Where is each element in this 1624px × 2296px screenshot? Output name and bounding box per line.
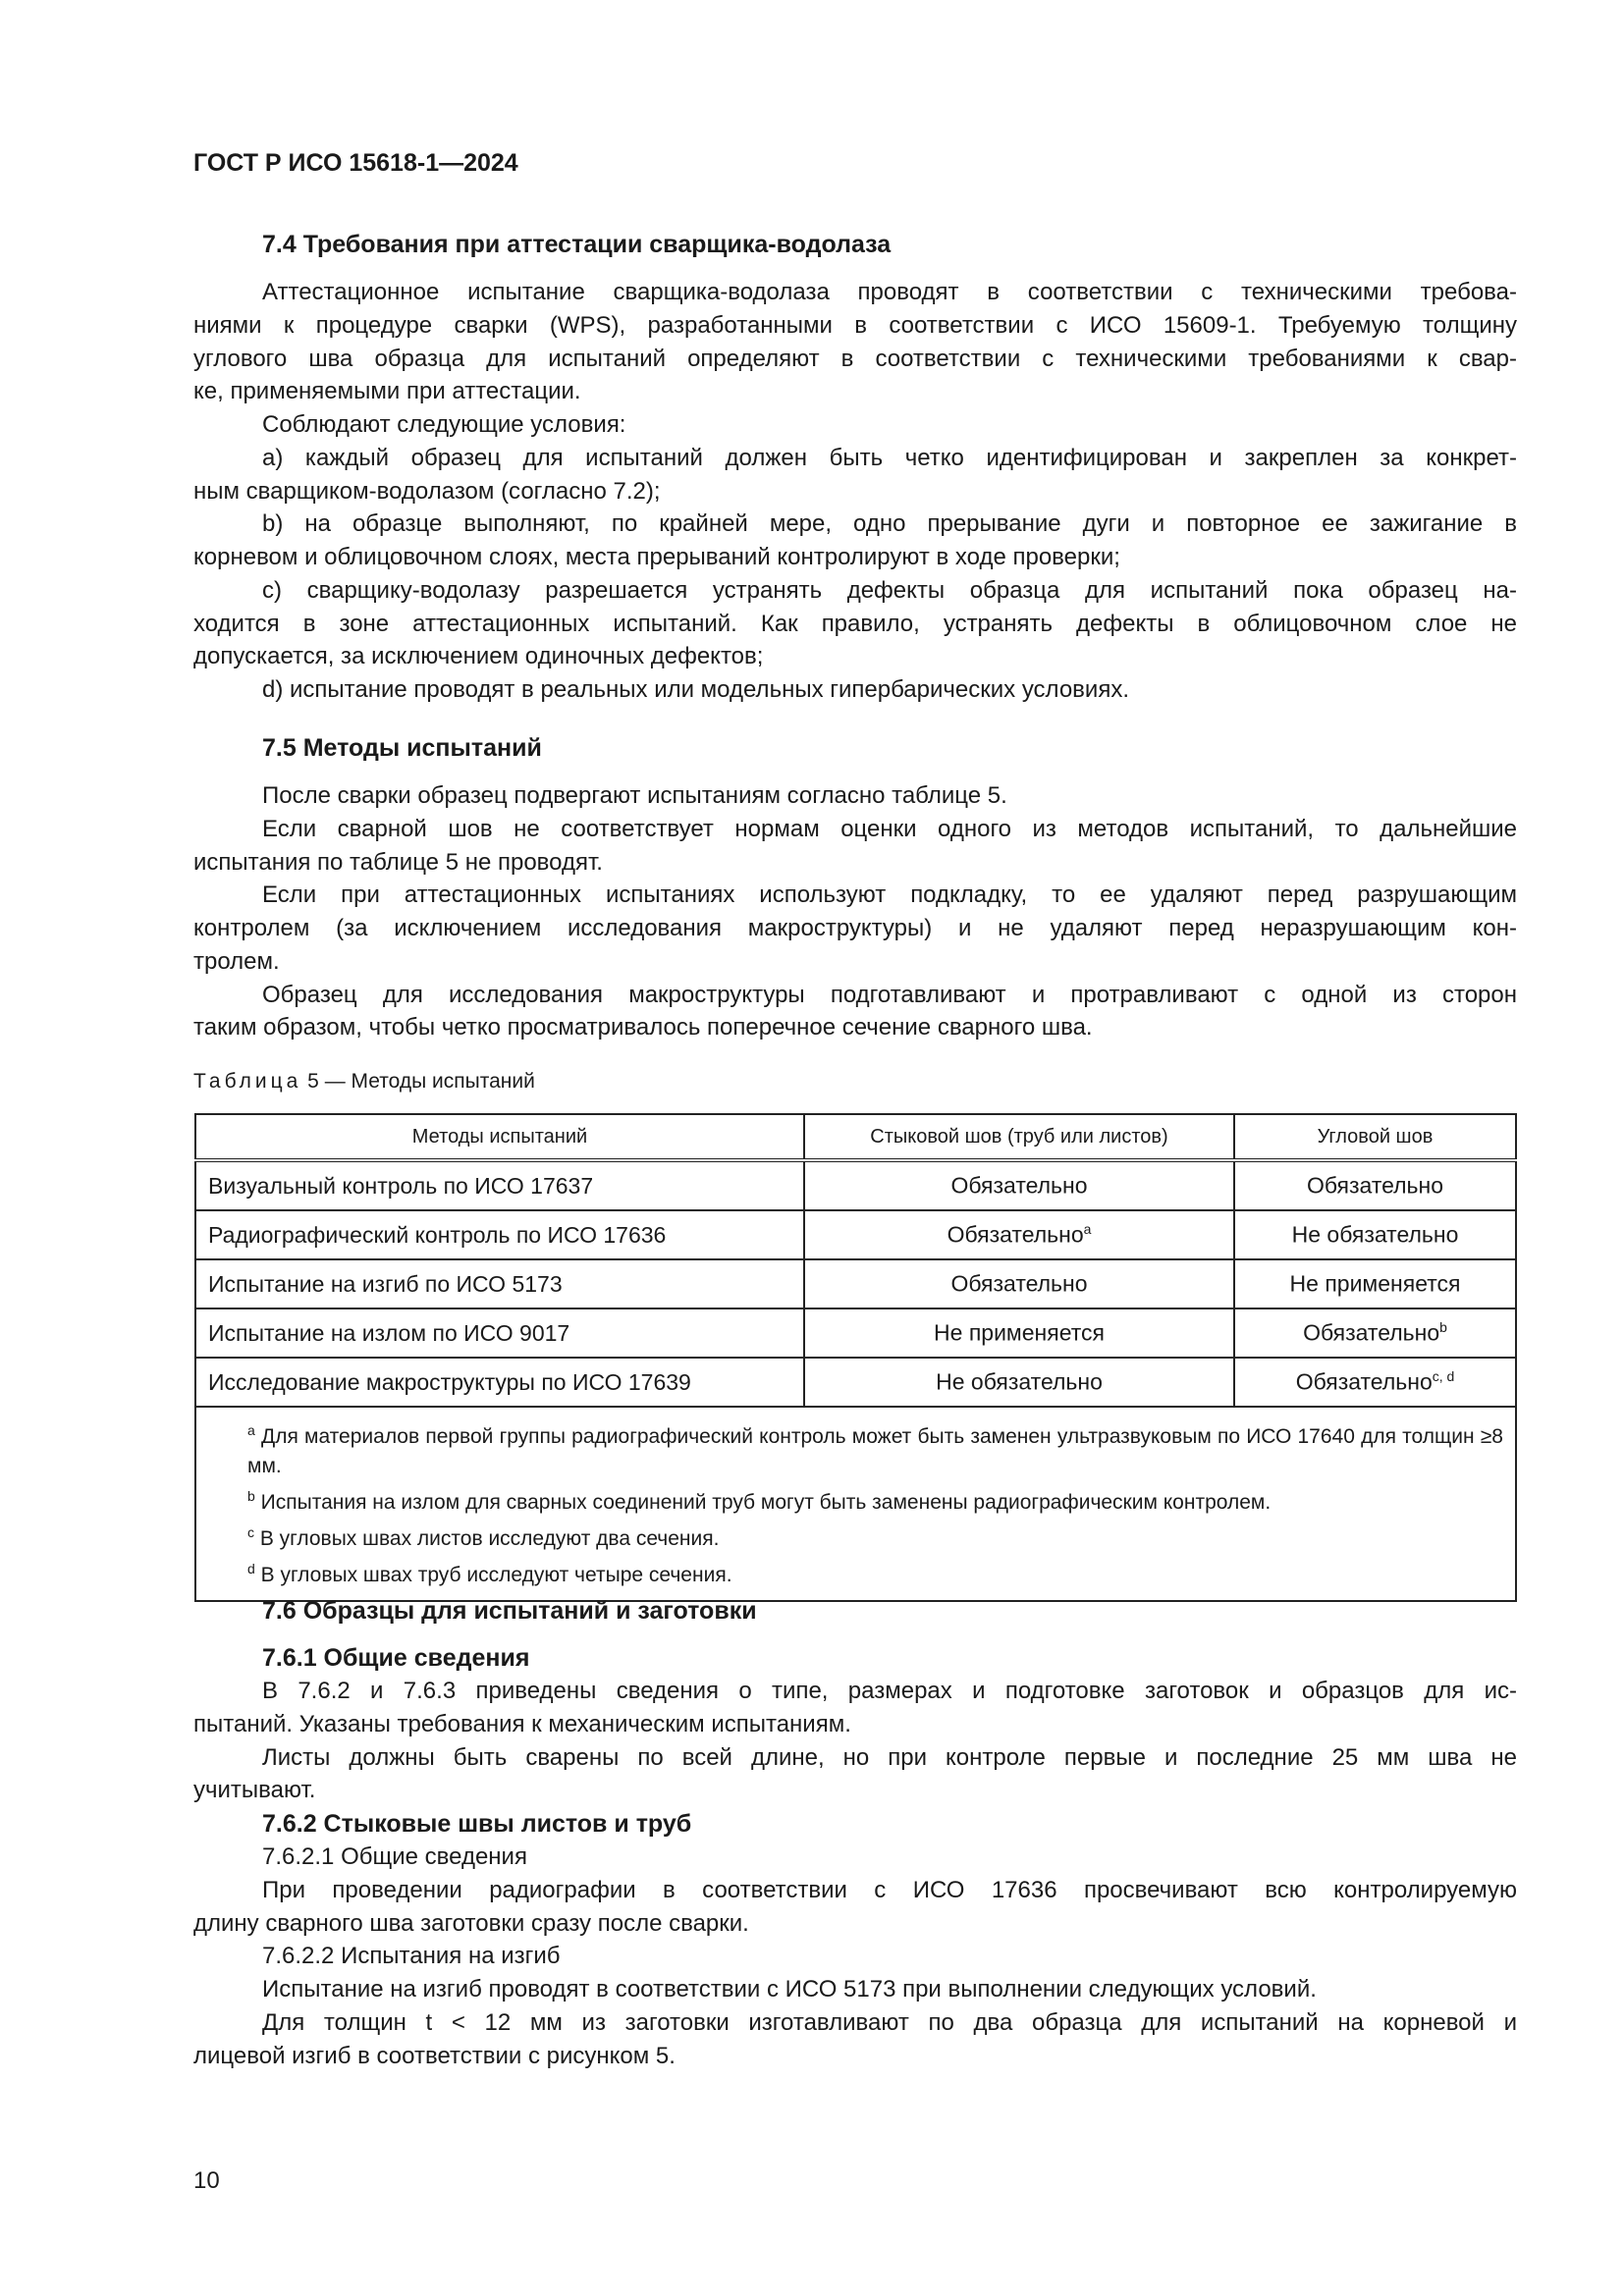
fillet-weld-value: Обязательно <box>1295 1368 1433 1395</box>
text-line: лицевой изгиб в соответствии с рисунком 5. <box>193 2042 676 2069</box>
fillet-weld-value: Не обязательно <box>1291 1221 1459 1248</box>
butt-weld-value: Обязательно <box>947 1221 1084 1248</box>
text-line: Испытание на изгиб проводят в соответствии с ИСО 5173 при выполнении следующих условий. <box>262 1976 1317 2002</box>
section-7-6-2-heading: 7.6.2 Стыковые швы листов и труб <box>262 1810 692 1838</box>
table-row <box>195 1358 1516 1407</box>
section-7-5-heading: 7.5 Методы испытаний <box>262 734 542 762</box>
butt-weld-value: Обязательно <box>950 1172 1088 1199</box>
footnote <box>208 1554 1503 1590</box>
paragraph <box>193 879 1517 978</box>
header-butt-weld: Стыковой шов (труб или листов) <box>804 1114 1234 1160</box>
table-header-row <box>195 1114 1516 1160</box>
footnote <box>208 1481 1503 1518</box>
section-7-4-heading: 7.4 Требования при аттестации сварщика-водолаза <box>262 231 892 258</box>
paragraph <box>193 1874 1517 1941</box>
text-line: ниями к процедуре сварки (WPS), разработанными в соответствии с ИСО 15609-1. Требуемую толщину <box>193 311 1517 339</box>
text-line: учитывают. <box>193 1777 316 1804</box>
butt-weld-cell <box>804 1210 1234 1259</box>
paragraph <box>193 2006 1517 2073</box>
text-line: d) испытание проводят в реальных или модельных гипербарических условиях. <box>262 676 1129 703</box>
paragraph <box>193 1841 1517 1874</box>
section-7-6-1-heading: 7.6.1 Общие сведения <box>262 1644 530 1672</box>
paragraph <box>193 574 1517 673</box>
footnote-mark: a <box>247 1422 255 1438</box>
section-7-4-body <box>193 276 1517 707</box>
text-line: ным сварщиком-водолазом (согласно 7.2); <box>193 477 661 505</box>
method-cell: Исследование макроструктуры по ИСО 17639 <box>195 1358 804 1407</box>
table-footnotes <box>195 1407 1516 1601</box>
text-line: тролем. <box>193 947 280 975</box>
paragraph <box>193 442 1517 508</box>
text-line: Листы должны быть сварены по всей длине, но при контроле первые и последние 25 мм шва не <box>262 1743 1517 1771</box>
header-fillet-weld: Угловой шов <box>1234 1114 1516 1160</box>
paragraph <box>193 1741 1517 1808</box>
text-line: После сварки образец подвергают испытаниям согласно таблице 5. <box>262 782 1007 809</box>
section-7-6-2-body <box>193 1841 1517 2072</box>
text-line: При проведении радиографии в соответствии с ИСО 17636 просвечивают всю контролируемую <box>262 1876 1517 1903</box>
text-line: длину сварного шва заготовки сразу после сварки. <box>193 1909 749 1937</box>
table-row <box>195 1210 1516 1259</box>
fillet-weld-value: Обязательно <box>1303 1319 1440 1346</box>
butt-weld-cell <box>804 1160 1234 1210</box>
footnote-text: В угловых швах листов исследуют два сечения. <box>254 1527 720 1550</box>
fillet-weld-cell <box>1234 1308 1516 1358</box>
butt-weld-cell <box>804 1308 1234 1358</box>
table-caption <box>193 1070 1517 1094</box>
text-line: пытаний. Указаны требования к механическим испытаниям. <box>193 1710 851 1737</box>
paragraph <box>193 813 1517 880</box>
method-cell: Испытание на изгиб по ИСО 5173 <box>195 1259 804 1308</box>
paragraph <box>193 276 1517 408</box>
text-line: c) сварщику-водолазу разрешается устранять дефекты образца для испытаний пока образец на- <box>262 576 1517 604</box>
page-number: 10 <box>193 2167 220 2194</box>
butt-weld-cell <box>804 1358 1234 1407</box>
text-line: Для толщин t < 12 мм из заготовки изготавливают по два образца для испытаний на корневой и <box>262 2008 1517 2036</box>
method-cell: Испытание на излом по ИСО 9017 <box>195 1308 804 1358</box>
fillet-weld-cell <box>1234 1160 1516 1210</box>
text-line: корневом и облицовочном слоях, места прерываний контролируют в ходе проверки; <box>193 544 1120 570</box>
footnote-mark: c <box>247 1524 254 1540</box>
document-id: ГОСТ Р ИСО 15618-1—2024 <box>193 149 518 177</box>
footnote-mark: b <box>247 1488 255 1504</box>
text-line: Если сварной шов не соответствует нормам оценки одного из методов испытаний, то дальнейшие <box>262 815 1517 842</box>
text-line: a) каждый образец для испытаний должен быть четко идентифицирован и закреплен за конкрет- <box>262 444 1517 471</box>
table-row <box>195 1160 1516 1210</box>
footnote <box>208 1415 1503 1481</box>
text-line: ке, применяемыми при аттестации. <box>193 378 581 405</box>
footnote-ref: b <box>1439 1319 1447 1336</box>
paragraph <box>193 408 1517 442</box>
text-line: ходится в зоне аттестационных испытаний. Как правило, устранять дефекты в облицовочном слое не <box>193 610 1517 637</box>
paragraph <box>193 507 1517 574</box>
text-line: Если при аттестационных испытаниях используют подкладку, то ее удаляют перед разрушающим <box>262 881 1517 909</box>
fillet-weld-cell <box>1234 1210 1516 1259</box>
text-line: 7.6.2.1 Общие сведения <box>262 1843 527 1870</box>
text-line: Соблюдают следующие условия: <box>262 411 626 438</box>
section-7-6-1-body <box>193 1675 1517 1807</box>
method-cell: Визуальный контроль по ИСО 17637 <box>195 1160 804 1210</box>
footnote-text: Для материалов первой группы радиографический контроль может быть заменен ультразвуковым по ИСО 17640 для толщин ≥8 мм. <box>247 1425 1503 1477</box>
text-line: b) на образце выполняют, по крайней мере, одно прерывание дуги и повторное ее зажигание в <box>262 510 1517 538</box>
text-line: 7.6.2.2 Испытания на изгиб <box>262 1943 561 1970</box>
text-line: допускается, за исключением одиночных дефектов; <box>193 643 764 670</box>
paragraph <box>193 1973 1517 2006</box>
table-caption-word: Таблица <box>193 1070 302 1093</box>
paragraph <box>193 1675 1517 1741</box>
paragraph <box>193 673 1517 707</box>
fillet-weld-cell <box>1234 1259 1516 1308</box>
table-caption-title: 5 — Методы испытаний <box>301 1070 535 1093</box>
text-line: В 7.6.2 и 7.6.3 приведены сведения о типе, размерах и подготовке заготовок и образцов для ис- <box>262 1678 1517 1704</box>
paragraph <box>193 779 1517 813</box>
text-line: Образец для исследования макроструктуры подготавливают и протравливают с одной из сторон <box>262 981 1517 1008</box>
footnote-text: В угловых швах труб исследуют четыре сечения. <box>254 1564 732 1586</box>
butt-weld-cell <box>804 1259 1234 1308</box>
butt-weld-value: Не применяется <box>934 1319 1105 1346</box>
paragraph <box>193 979 1517 1045</box>
section-7-6-heading: 7.6 Образцы для испытаний и заготовки <box>262 1597 757 1625</box>
footnotes-row <box>195 1407 1516 1601</box>
text-line: таким образом, чтобы четко просматривалось поперечное сечение сварного шва. <box>193 1014 1093 1041</box>
butt-weld-value: Не обязательно <box>936 1368 1103 1395</box>
footnote-ref: c, d <box>1432 1368 1455 1385</box>
fillet-weld-value: Обязательно <box>1306 1172 1444 1199</box>
header-methods: Методы испытаний <box>195 1114 804 1160</box>
text-line: испытания по таблице 5 не проводят. <box>193 848 603 876</box>
fillet-weld-cell <box>1234 1358 1516 1407</box>
paragraph <box>193 1940 1517 1973</box>
butt-weld-value: Обязательно <box>950 1270 1088 1297</box>
text-line: Аттестационное испытание сварщика-водолаза проводят в соответствии с техническими требова- <box>262 279 1517 305</box>
test-methods-table <box>194 1113 1517 1602</box>
footnote-mark: d <box>247 1561 255 1576</box>
text-line: контролем (за исключением исследования макроструктуры) и не удаляют перед неразрушающим кон- <box>193 915 1517 941</box>
table-row <box>195 1308 1516 1358</box>
section-7-5-body <box>193 779 1517 1044</box>
footnote-ref: a <box>1083 1221 1092 1238</box>
footnote <box>208 1518 1503 1554</box>
footnote-text: Испытания на излом для сварных соединений труб могут быть заменены радиографическим контролем. <box>254 1491 1272 1514</box>
fillet-weld-value: Не применяется <box>1289 1270 1461 1297</box>
table-row <box>195 1259 1516 1308</box>
method-cell: Радиографический контроль по ИСО 17636 <box>195 1210 804 1259</box>
text-line: углового шва образца для испытаний определяют в соответствии с техническими требованиями к свар- <box>193 345 1517 372</box>
